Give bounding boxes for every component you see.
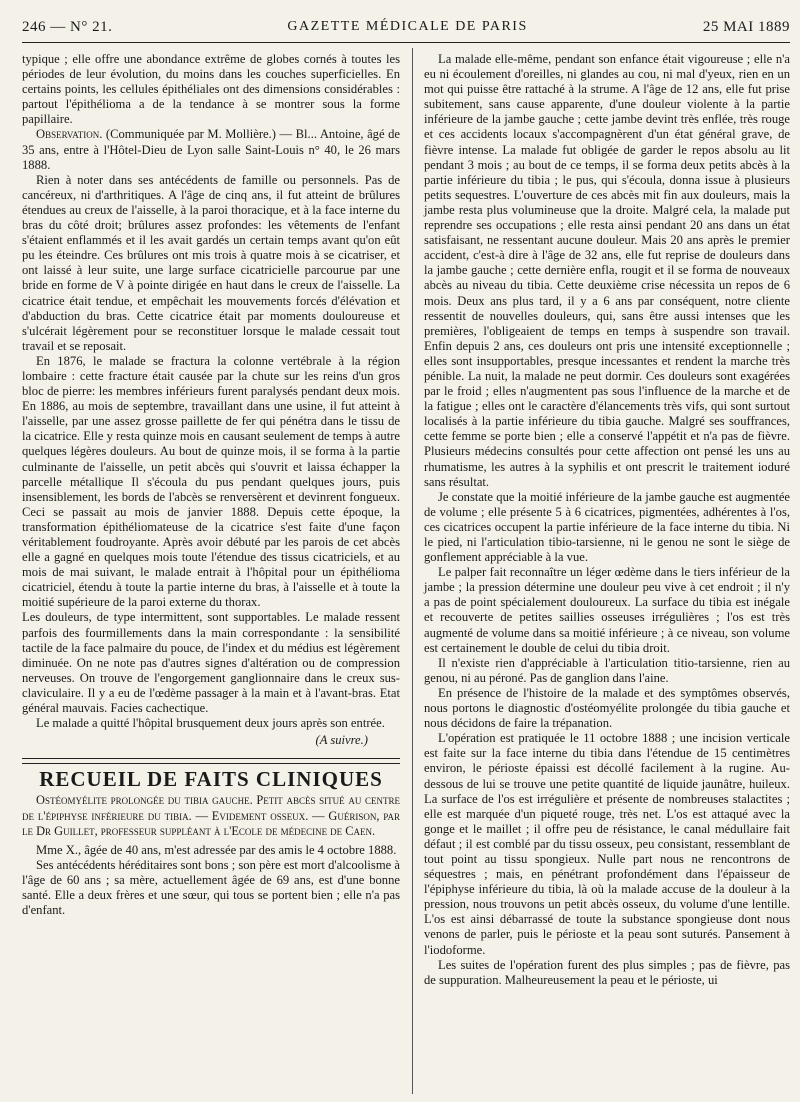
issue-date: 25 MAI 1889 [702, 18, 790, 35]
journal-title: GAZETTE MÉDICALE DE PARIS [287, 19, 528, 34]
paragraph: En présence de l'histoire de la malade et des symptômes observés, nous portons le diagnostic d'ostéomyélite prolongée du tibia gauche et nous décidons de faire la trépanation. [424, 685, 790, 731]
paragraph: Il n'existe rien d'appréciable à l'articulation titio-tarsienne, rien au genou, ni au péroné. Pas de ganglion dans l'aine. [424, 655, 790, 685]
paragraph: En 1876, le malade se fractura la colonne vertébrale à la région lombaire : cette fracture était causée par la chute sur les reins d'un gros bloc de pierre: les membres inférieurs furent paralysés pendant deux mois. En 1886, au mois de septembre, travaillant dans une usine, il fut atteint à l'aisselle, par une assez grosse paillette de fer qui pénétra dans le tissu de la cicatrice. Elle y resta quinze mois en causant seulement de temps à autre quelques légères douleurs. Au bout de quinze mois, il se forma à la partie culminante de l'aisselle, un petit abcès qui s'ouvrit et laissa échapper la parcelle métallique Il s'écoula du pus pendant quelques jours, puis insensiblement, les bords de l'abcès se renversèrent et devinrent fongueux. Ceci se passait au mois de janvier 1888. Depuis cette époque, la transformation épithéliomateuse de la cicatrice s'est faite d'une façon véritablement foudroyante. Après avoir débuté par les parois de cet abcès elle a gagné en quelques mois toute l'étendue des tissus cicatriciels, et au mois de mai suivant, le malade entrait à l'hôpital pour un épithélioma cicatriciel, étendu à toute la partie interne du bras, à l'aisselle et à toute la moitié supérieure de la paroi externe du thorax. [22, 353, 400, 610]
paragraph: Ses antécédents héréditaires sont bons ; son père est mort d'alcoolisme à l'âge de 60 ans ; sa mère, actuellement âgée de 69 ans, est d'une bonne santé. Elle a deux frères et une sœur, qui tous se portent bien ; elle n'a pas d'enfant. [22, 857, 400, 918]
observation-paragraph [22, 127, 400, 172]
observation-label: Observation. [36, 127, 103, 142]
column-divider [412, 48, 413, 1094]
left-column [22, 52, 400, 918]
paragraph: Les douleurs, de type intermittent, sont supportables. Le malade ressent parfois des fourmillements dans la main correspondante : la sensibilité tactile de la face palmaire du pouce, de l'index et du médius est légèrement diminuée. On ne note pas d'autres signes d'altération ou de compression nerveuses. On trouve de l'engorgement ganglionnaire dans le creux sus-claviculaire. Il y a eu de l'œdème passager à la main et à l'avant-bras. Etat général mauvais. Facies cachectique. [22, 610, 400, 716]
page-number: 246 — N° 21. [22, 18, 113, 35]
right-column [424, 52, 790, 988]
section-title: RECUEIL DE FAITS CLINIQUES [39, 767, 383, 792]
paragraph: La malade elle-même, pendant son enfance était vigoureuse ; elle n'a eu ni écoulement d'oreilles, ni glandes au cou, ni mal d'yeux, rien en un mot qui puisse être rattaché à la strume. A l'âge de 12 ans, elle fut prise subitement, sans cause apparente, d'une douleur violente à la partie inférieure de la jambe gauche ; cette jambe devint très enflée, très rouge et ces accidents locaux s'accompagnèrent d'un état général grave, de fièvre intense. La malade fut obligée de garder le repos absolu au lit pendant 3 mois ; au bout de ce temps, il se forma deux petits abcès à la partie inférieure du tibia ; le pus, qui s'écoula, donna issue à plusieurs petits sequestres. L'ouverture de ces abcès mit fin aux douleurs, mais la jambe resta plus volumineuse que la droite. Malgré cela, la malade put reprendre ses occupations ; elle resta ainsi pendant 20 ans dans un état satisfaisant, ne ressentant aucune douleur. Mais 20 ans après le premier accident, c'est-à dire à l'âge de 32 ans, elle fut reprise de douleurs dans la jambe gauche ; cette dernière enfla, rougit et il se forma de nouveaux abcès au niveau du tibia. Cette deuxième crise nécessita un repos de 6 mois. Deux ans plus tard, il y a 6 ans par conséquent, notre cliente ressentit de nouvelles douleurs, qui, sans être aussi intenses que les premières, l'obligeaient de temps en temps à suspendre son travail. Enfin depuis 2 ans, ces douleurs ont pris une intensité exceptionnelle ; elles sont insupportables, presque incessantes et rendent la marche très pénible. La nuit, la malade ne peut dormir. Ces douleurs sont exagérées par le froid ; elles n'augmentent pas sous l'influence de la marche et de la fatigue ; elles ont le caractère d'élancements très vifs, qui sont surtout localisés à la partie inférieure du tibia gauche. Malgré ses souffrances, cette femme se porte bien ; elle a conservé l'appétit et n'a pas de fièvre. Plusieurs médecins consultés pour cette affection ont pensé les uns au rhumatisme, les autres à la syphilis et ont prescrit le traitement ioduré sans résultat. [424, 52, 790, 489]
paragraph: Mme X., âgée de 40 ans, m'est adressée par des amis le 4 octobre 1888. [36, 842, 397, 857]
page-header [22, 14, 790, 40]
paragraph: Les suites de l'opération furent des plus simples ; pas de fièvre, pas de suppuration. Malheureusement la peau et le périoste, ui [424, 957, 790, 987]
paragraph: typique ; elle offre une abondance extrême de globes cornés à toutes les périodes de leur évolution, du moins dans les couches superficielles. En certains points, les cellules épithéliales ont des dimensions considérables : partout l'épithélioma a de la tendance à se montrer sous la forme papillaire. [22, 52, 400, 127]
to-be-continued: (A suivre.) [315, 733, 368, 748]
paragraph: Rien à noter dans ses antécédents de famille ou personnels. Pas de cancéreux, ni d'arthritiques. A l'âge de cinq ans, il fut atteint de brûlures étendues au creux de l'aisselle, à la paroi thoracique, et à la face interne du bras du côté droit; brûlures assez profondes: les vêtements de l'enfant s'étaient enflammés et il les avait gardés un certain temps avant qu'on eût pu les éteindre. Ces brûlures ont mis trois à quatre mois à se cicatriser, et ont laissé à leur suite, une large surface cicatricielle parcourue par une bride en forme de V à pointe dirigée en haut dans le creux de l'aisselle. La cicatrice était tendue, et empêchait les mouvements forcés d'élévation et d'abduction du bras. Cette cicatrice était par moments douloureuse et s'ulcérait légèrement pour se reconstituer lorsque le malade cessait tout travail et se reposait. [22, 172, 400, 353]
observation-text: (Communiquée par M. Mollière.) — Bl... Antoine, âgé de 35 ans, entre à l'Hôtel-Dieu de Lyon salle Saint-Louis n° 40, le 26 mars 1888. [22, 127, 400, 172]
paragraph: L'opération est pratiquée le 11 octobre 1888 ; une incision verticale est faite sur la face interne du tibia dans l'étendue de 15 centimètres environ, le périoste épaissi est décollé facilement à la rugine. Au-dessous de lui se trouve une petite quantité de liquide jaunâtre, huileux. La surface de l'os est irrégulière et présente de nombreuses stalactites ; elle est marquée d'un piqueté rouge, très net. L'os est attaqué avec la gonge et le maillet ; il offre peu de résistance, le canal médullaire fait défaut ; il est comblé par du tissu osseux, peu consistant, ressemblant de tout point au tissu spongieux. Nulle part nous ne rencontrons de séquestres ; mais, en pénétrant profondément dans l'épaisseur de l'épiphyse inférieure du tibia, là où la malade accuse de la douleur à la pression, nous trouvons un petit abcès osseux, du volume d'une lentille. L'os est ainsi débarrassé de toute la substance spongieuse dont nous venons de parler, puis le périoste et la peau sont suturés. Pansement à l'iodoforme. [424, 731, 790, 957]
paragraph: Le palper fait reconnaître un léger œdème dans le tiers inférieur de la jambe ; la pression détermine une douleur peu vive à cet endroit ; il n'y a pas de point spécialement douloureux. La surface du tibia est inégale et recouverte de petites saillies osseuses irrégulières ; l'os est très augmenté de volume dans sa moitié inférieure ; à ce niveau, son volume est certainement le double de celui du tibia droit. [424, 565, 790, 655]
header-rule [22, 42, 790, 43]
paragraph: Je constate que la moitié inférieure de la jambe gauche est augmentée de volume ; elle présente 5 à 6 cicatrices, pigmentées, adhérentes à l'os, ces cicatrices occupent la partie inférieure de la face interne du tibia. Ni le pied, ni l'articulation tibio-tarsienne, ni le genou ne sont le siège de gonflement appréciable à la vue. [424, 489, 790, 565]
section-rule [22, 758, 400, 764]
case-title: Ostéomyélite prolongée du tibia gauche. Petit abcès situé au centre de l'épiphyse inférieure du tibia. — Evidement osseux. — Guérison, par le Dr Guillet, professeur suppléant à l'Ecole de médecine de Caen. [22, 793, 400, 838]
paragraph: Le malade a quitté l'hôpital brusquement deux jours après son entrée. [36, 716, 385, 731]
